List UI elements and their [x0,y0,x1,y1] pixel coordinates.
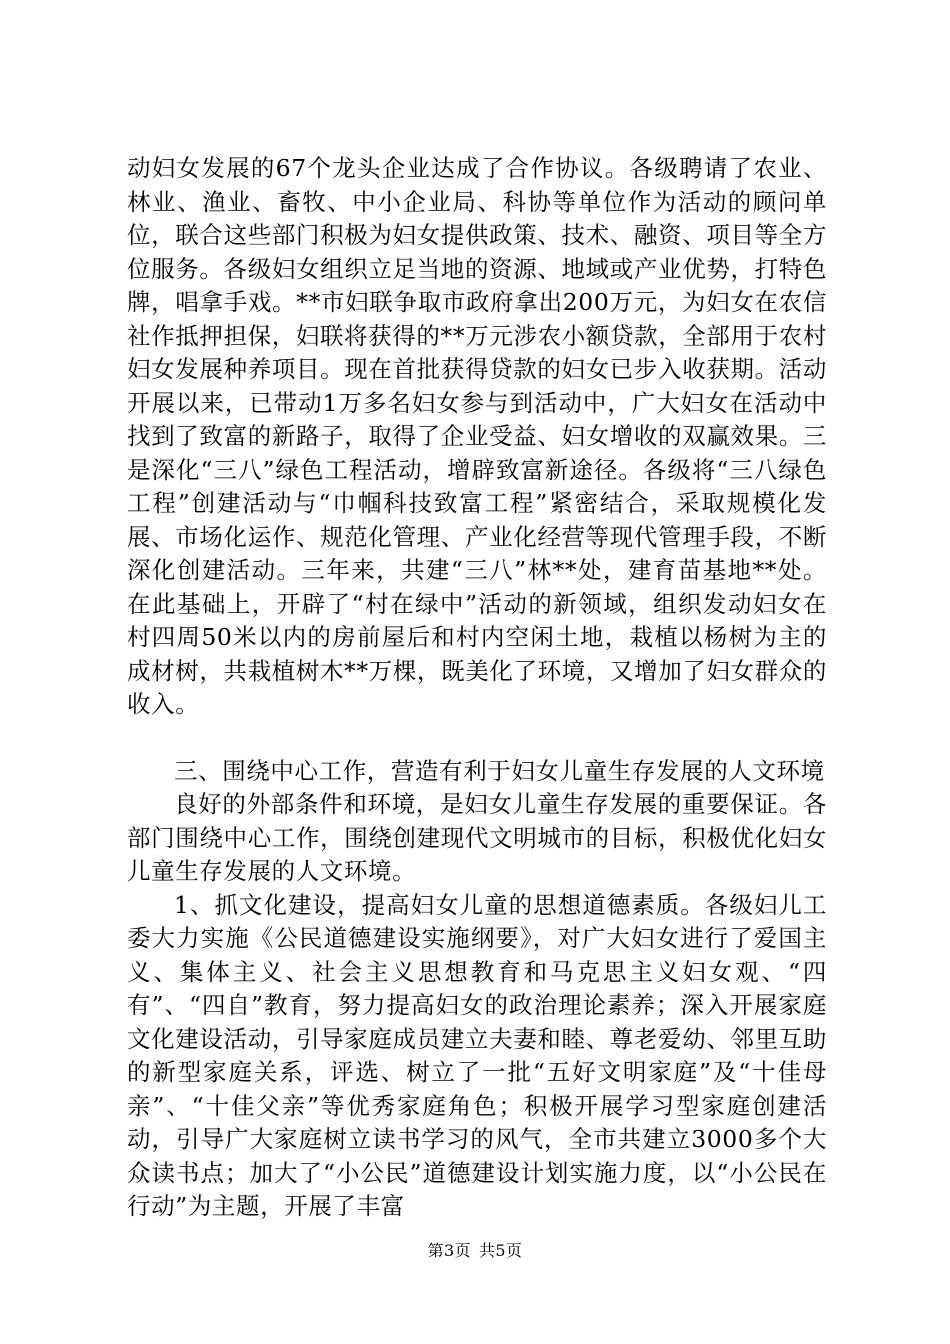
paragraph-section-intro: 良好的外部条件和环境，是妇女儿童生存发展的重要保证。各部门围绕中心工作，围绕创建现代文明城市的目标，积极优化妇女儿童生存发展的人文环境。 [127,790,827,885]
page-footer [0,1241,950,1261]
page-number-current: 第3页 [427,1241,471,1260]
document-body [127,152,827,1224]
paragraph-item-1: 1、抓文化建设，提高妇女儿童的思想道德素质。各级妇儿工委大力实施《公民道德建设实施纲要》，对广大妇女进行了爱国主义、集体主义、社会主义思想教育和马克思主义妇女观、“四有”、“四自”教育，努力提高妇女的政治理论素养；深入开展家庭文化建设活动，引导家庭成员建立夫妻和睦、尊老爱幼、邻里互助的新型家庭关系，评选、树立了一批“五好文明家庭”及“十佳母亲”、“十佳父亲”等优秀家庭角色；积极开展学习型家庭创建活动，引导广大家庭树立读书学习的风气，全市共建立3000多个大众读书点；加大了“小公民”道德建设计划实施力度，以“小公民在行动”为主题，开展了丰富 [127,890,827,1220]
paragraph-continuation: 动妇女发展的67个龙头企业达成了合作协议。各级聘请了农业、林业、渔业、畜牧、中小企业局、科协等单位作为活动的顾问单位，联合这些部门积极为妇女提供政策、技术、融资、项目等全方位服务。各级妇女组织立足当地的资源、地域或产业优势，打特色牌，唱拿手戏。**市妇联争取市政府拿出200万元，为妇女在农信社作抵押担保，妇联将获得的**万元涉农小额贷款，全部用于农村妇女发展种养项目。现在首批获得贷款的妇女已步入收获期。活动开展以来，已带动1万多名妇女参与到活动中，广大妇女在活动中找到了致富的新路子，取得了企业受益、妇女增收的双赢效果。三是深化“三八”绿色工程活动，增辟致富新途径。各级将“三八绿色工程”创建活动与“巾帼科技致富工程”紧密结合，采取规模化发展、市场化运作、规范化管理、产业化经营等现代管理手段，不断深化创建活动。三年来，共建“三八”林**处，建育苗基地**处。在此基础上，开辟了“村在绿中”活动的新领域，组织发动妇女在村四周50米以内的房前屋后和村内空闲土地，栽植以杨树为主的成材树，共栽植树木**万棵，既美化了环境，又增加了妇女群众的收入。 [127,154,827,718]
section-heading: 三、围绕中心工作，营造有利于妇女儿童生存发展的人文环境 [174,756,825,785]
page-number-total: 共5页 [479,1241,523,1260]
